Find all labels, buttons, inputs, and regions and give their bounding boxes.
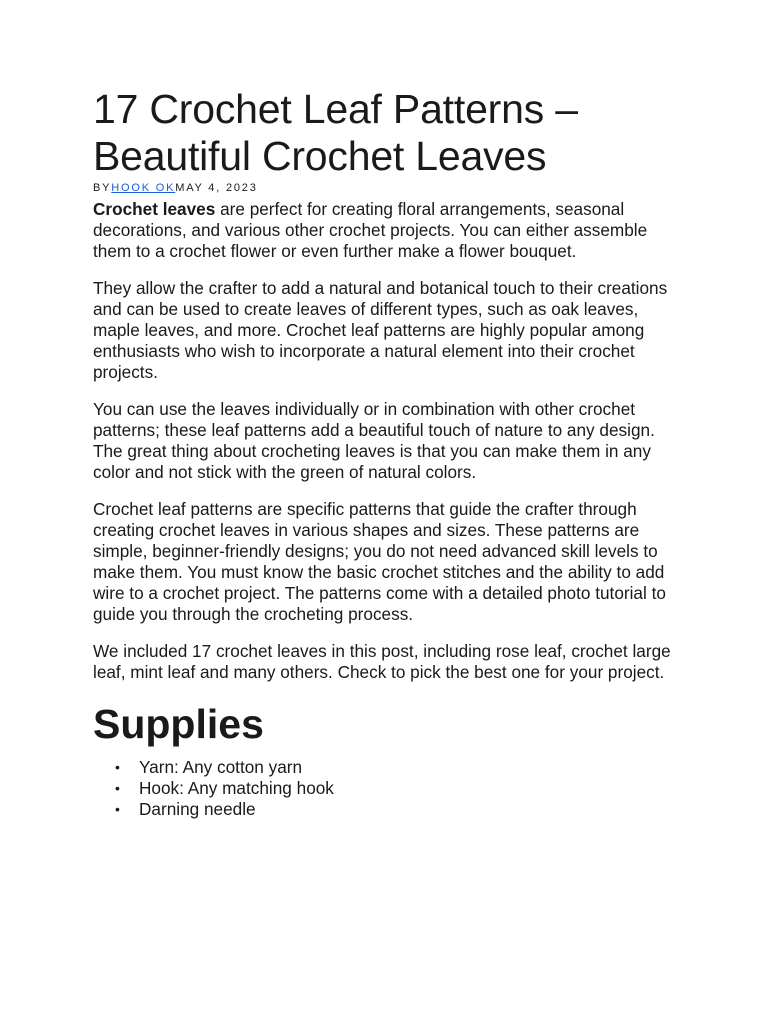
bullet-icon: • <box>115 759 120 775</box>
supply-text: Yarn: Any cotton yarn <box>139 757 303 777</box>
supply-text: Hook: Any matching hook <box>139 778 334 798</box>
list-item <box>115 799 678 820</box>
paragraph-2: They allow the crafter to add a natural and botanical touch to their creations and can be used to create leaves of different types, such as oak leaves, maple leaves, and more. Crochet leaf patterns are highly popular among enthusiasts who wish to incorporate a natural element into their crochet projects. <box>93 278 668 382</box>
intro-paragraph <box>93 199 678 262</box>
supplies-heading: Supplies <box>93 701 264 747</box>
author-link[interactable]: HOOK OK <box>111 182 176 194</box>
publish-date: MAY 4, 2023 <box>175 182 258 194</box>
list-item <box>115 778 678 799</box>
paragraph-4: Crochet leaf patterns are specific patterns that guide the crafter through creating crochet leaves in various shapes and sizes. These patterns are simple, beginner-friendly designs; you do not need advanced skill levels to make them. You must know the basic crochet stitches and the ability to add wire to a crochet project. The patterns come with a detailed photo tutorial to guide you through the crocheting process. <box>93 499 666 624</box>
intro-bold-lead: Crochet leaves <box>93 199 216 219</box>
paragraph-3: You can use the leaves individually or in combination with other crochet patterns; these leaf patterns add a beautiful touch of nature to any design. The great thing about crocheting leaves is that you can make them in any color and not stick with the green of natural colors. <box>93 399 655 482</box>
intro-rest: are perfect for creating floral arrangements, seasonal decorations, and various other crochet projects. You can either assemble them to a crochet flower or even further make a flower bouquet. <box>93 199 648 261</box>
bullet-icon: • <box>115 780 120 796</box>
bullet-icon: • <box>115 801 120 817</box>
supply-text: Darning needle <box>139 799 256 819</box>
paragraph-5: We included 17 crochet leaves in this post, including rose leaf, crochet large leaf, mint leaf and many others. Check to pick the best one for your project. <box>93 641 671 682</box>
byline <box>93 180 678 196</box>
article-title: 17 Crochet Leaf Patterns – Beautiful Crochet Leaves <box>93 86 578 179</box>
supplies-list <box>93 757 678 820</box>
list-item <box>115 757 678 778</box>
byline-prefix: BY <box>93 182 112 194</box>
